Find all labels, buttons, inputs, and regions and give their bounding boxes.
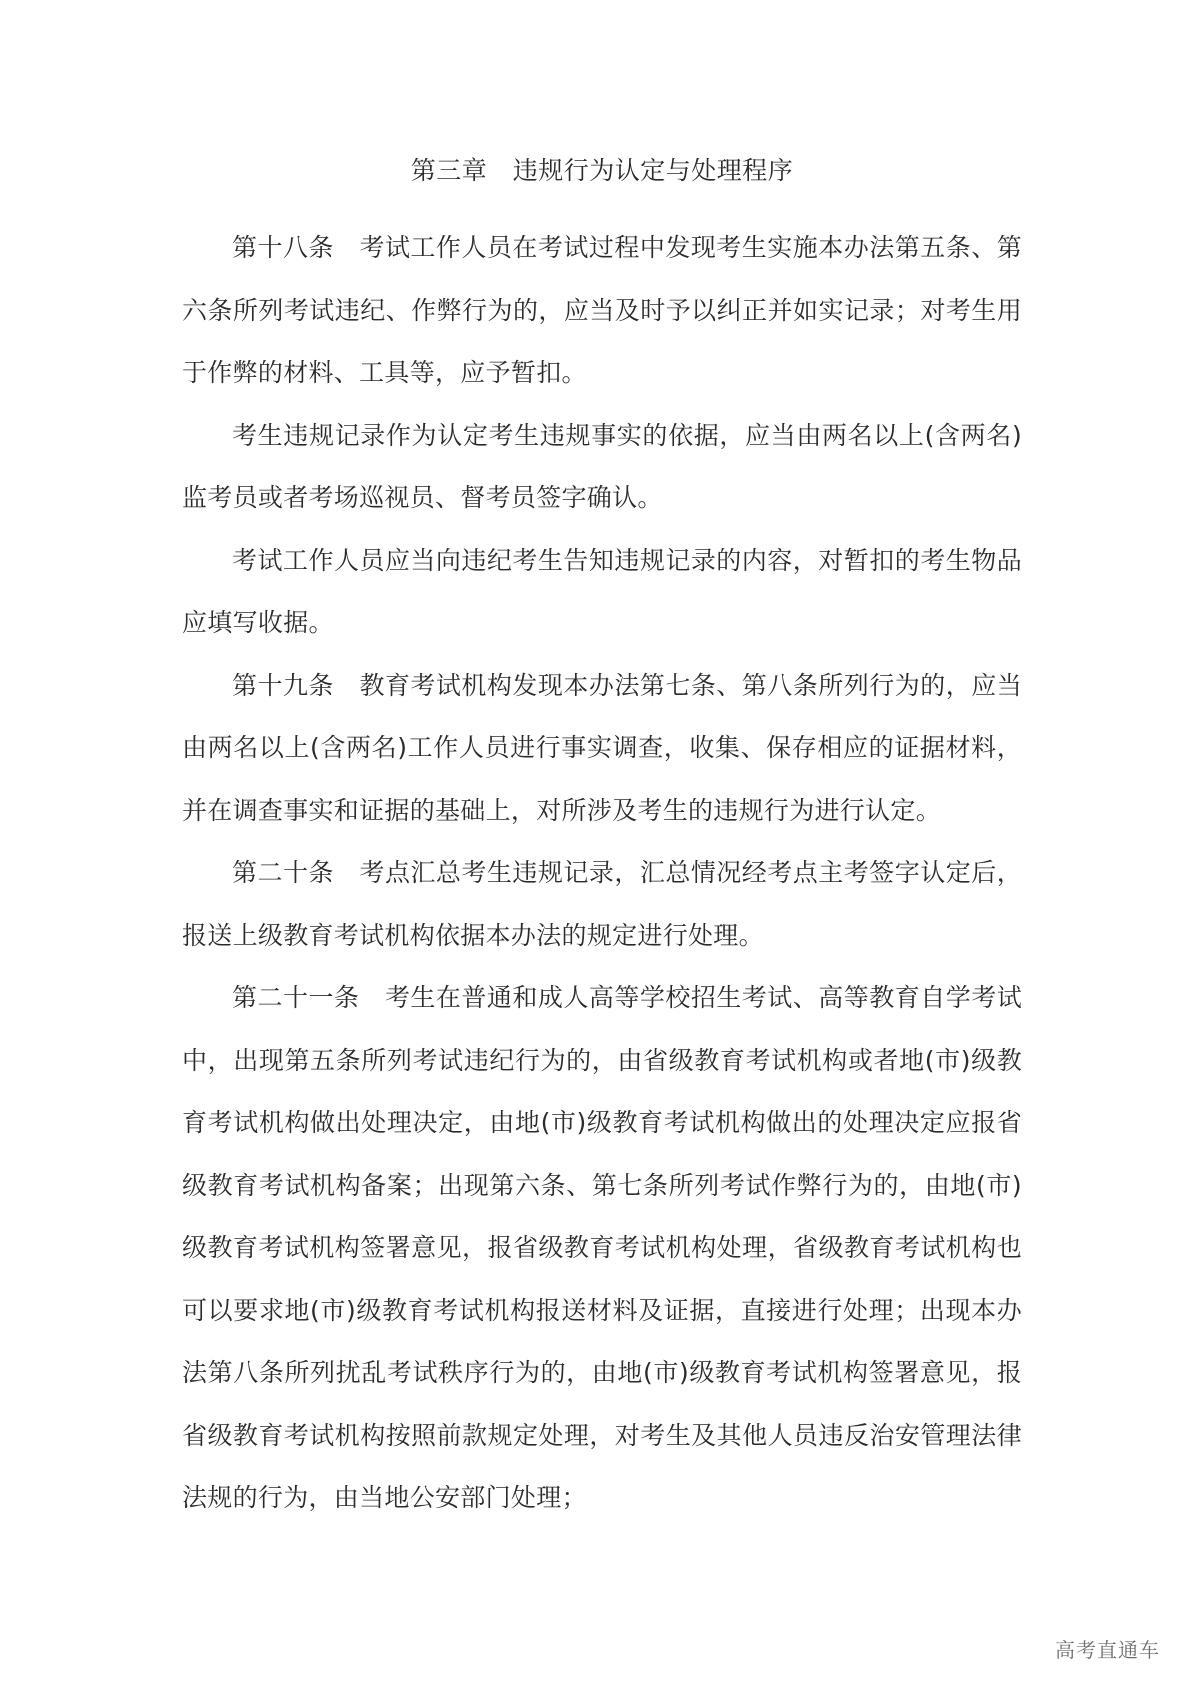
violation-record-paragraph: 考生违规记录作为认定考生违规事实的依据，应当由两名以上(含两名)监考员或者考场巡视员、督考员签字确认。 <box>182 420 1022 512</box>
watermark: 高考直通车 <box>1055 1638 1160 1662</box>
article-21-paragraph: 第二十一条 考生在普通和成人高等学校招生考试、高等教育自学考试中，出现第五条所列考试违纪行为的，由省级教育考试机构或者地(市)级教育考试机构做出处理决定，由地(市)级教育考试机构做出的处理决定应报省级教育考试机构备案；出现第六条、第七条所列考试作弊行为的，由地(市)级教育考试机构签署意见，报省级教育考试机构处理，省级教育考试机构也可以要求地(市)级教育考试机构报送材料及证据，直接进行处理；出现本办法第八条所列扰乱考试秩序行为的，由地(市)级教育考试机构签署意见，报省级教育考试机构按照前款规定处理，对考生及其他人员违反治安管理法律法规的行为，由当地公安部门处理； <box>182 983 1022 1512</box>
article-19-paragraph: 第十九条 教育考试机构发现本办法第七条、第八条所列行为的，应当由两名以上(含两名)工作人员进行事实调查，收集、保存相应的证据材料，并在调查事实和证据的基础上，对所涉及考生的违规行为进行认定。 <box>182 670 1022 825</box>
article-18-paragraph: 第十八条 考试工作人员在考试过程中发现考生实施本办法第五条、第六条所列考试违纪、作弊行为的，应当及时予以纠正并如实记录；对考生用于作弊的材料、工具等，应予暂扣。 <box>182 233 1022 387</box>
chapter-title: 第三章 违规行为认定与处理程序 <box>410 156 794 185</box>
article-20-paragraph: 第二十条 考点汇总考生违规记录，汇总情况经考点主考签字认定后，报送上级教育考试机构依据本办法的规定进行处理。 <box>182 858 1022 950</box>
document-body <box>182 155 1022 1530</box>
notification-paragraph: 考试工作人员应当向违纪考生告知违规记录的内容，对暂扣的考生物品应填写收据。 <box>182 545 1022 637</box>
